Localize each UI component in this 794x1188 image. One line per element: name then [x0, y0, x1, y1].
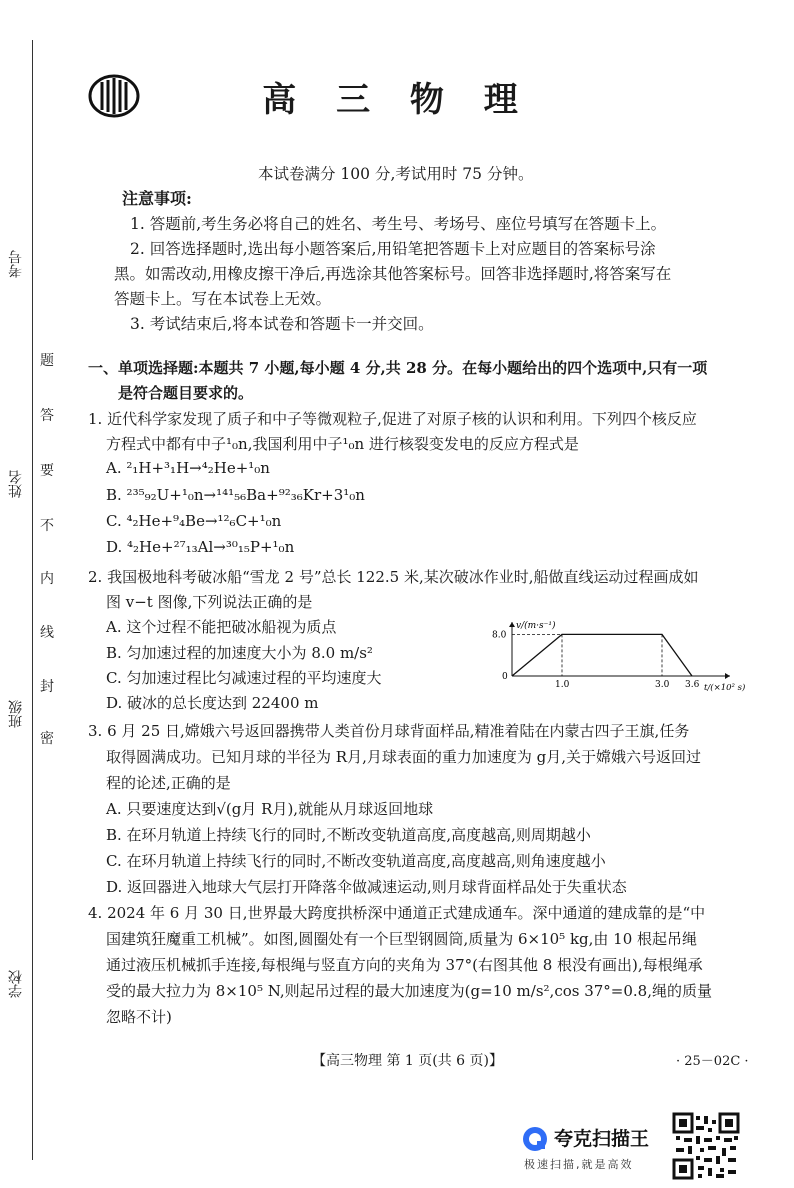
question-4-stem-cont: 忽略不计)	[106, 1008, 172, 1026]
notice-item: 2. 回答选择题时,选出每小题答案后,用铅笔把答题卡上对应题目的答案标号涂	[130, 240, 656, 258]
question-3-option-d: D. 返回器进入地球大气层打开降落伞做减速运动,则月球背面样品处于失重状态	[106, 878, 627, 896]
question-2-stem-cont: 图 v−t 图像,下列说法正确的是	[106, 593, 313, 611]
page-info: 【高三物理 第 1 页(共 6 页)】	[312, 1053, 503, 1069]
name-label: 姓名	[8, 470, 24, 498]
question-1-stem: 1. 近代科学家发现了质子和中子等微观粒子,促进了对原子核的认识和利用。下列四个核反应	[88, 410, 697, 428]
y-tick-label: 8.0	[492, 630, 507, 641]
x-axis-arrow	[725, 673, 730, 679]
question-1-option-a: A. ²₁H+³₁H→⁴₂He+¹₀n	[106, 459, 270, 477]
notice-item: 3. 考试结束后,将本试卷和答题卡一并交回。	[130, 315, 434, 333]
x-axis-label: t/(×10² s)	[704, 683, 746, 693]
x-tick-label: 1.0	[555, 680, 570, 690]
question-2-option-b: B. 匀加速过程的加速度大小为 8.0 m/s²	[106, 644, 373, 662]
x-tick-label: 3.0	[655, 680, 670, 690]
scanner-slogan: 极速扫描,就是高效	[524, 1158, 634, 1171]
page-title: 高 三 物 理	[262, 80, 532, 120]
question-2-stem: 2. 我国极地科考破冰船“雪龙 2 号”总长 122.5 米,某次破冰作业时,船做直线运动过程画成如	[88, 568, 699, 586]
seal-char: 线	[40, 625, 54, 641]
question-3-option-c: C. 在环月轨道上持续飞行的同时,不断改变轨道高度,高度越高,则角速度越小	[106, 852, 606, 870]
question-1-stem-cont: 方程式中都有中子¹₀n,我国利用中子¹₀n 进行核裂变发电的反应方程式是	[106, 435, 579, 453]
vt-chart	[490, 618, 746, 698]
question-4-stem-cont: 通过液压机械抓手连接,每根绳与竖直方向的夹角为 37°(右图其他 8 根没有画出),每根绳承	[106, 956, 703, 974]
question-4-stem: 4. 2024 年 6 月 30 日,世界最大跨度拱桥深中通道正式建成通车。深中通道的建成靠的是“中	[88, 904, 706, 922]
question-2-option-c: C. 匀加速过程比匀减速过程的平均速度大	[106, 669, 382, 687]
question-1-option-d: D. ⁴₂He+²⁷₁₃Al→³⁰₁₅P+¹₀n	[106, 538, 295, 556]
question-2-option-d: D. 破冰的总长度达到 22400 m	[106, 694, 319, 712]
school-label: 学校	[8, 970, 24, 998]
question-4-stem-cont: 受的最大拉力为 8×10⁵ N,则起吊过程的最大加速度为(g=10 m/s²,cos 37°=0.8,绳的质量	[106, 982, 712, 1000]
section-heading-cont: 是符合题目要求的。	[118, 384, 254, 402]
seal-char: 内	[40, 571, 54, 587]
section-heading: 一、单项选择题:本题共 7 小题,每小题 4 分,共 28 分。在每小题给出的四个选项中,只有一项	[88, 359, 708, 377]
question-4-stem-cont: 国建筑狂魔重工机械”。如图,圆圈处有一个巨型钢圆筒,质量为 6×10⁵ kg,由 10 根起吊绳	[106, 930, 698, 948]
seal-char: 不	[40, 518, 54, 534]
question-3-option-b: B. 在环月轨道上持续飞行的同时,不断改变轨道高度,高度越高,则周期越小	[106, 826, 591, 844]
scanner-logo-icon	[520, 1124, 550, 1154]
class-label: 班级	[8, 700, 24, 728]
origin-label: 0	[502, 672, 508, 682]
exam-intro: 本试卷满分 100 分,考试用时 75 分钟。	[258, 165, 534, 183]
question-3-stem: 3. 6 月 25 日,嫦娥六号返回器携带人类首份月球背面样品,精准着陆在内蒙古四子王旗,任务	[88, 722, 690, 740]
question-3-stem-cont: 取得圆满成功。已知月球的半径为 R月,月球表面的重力加速度为 g月,关于嫦娥六号返回过	[106, 748, 701, 766]
y-axis-label: v/(m·s⁻¹)	[516, 621, 556, 631]
seal-char: 要	[40, 463, 54, 479]
scanner-name: 夸克扫描王	[554, 1128, 650, 1150]
qr-code-icon	[672, 1112, 740, 1180]
question-3-stem-cont: 程的论述,正确的是	[106, 774, 231, 792]
question-1-option-c: C. ⁴₂He+⁹₄Be→¹²₆C+¹₀n	[106, 512, 282, 530]
notice-heading: 注意事项:	[122, 189, 192, 208]
paper-code: · 25－02C ·	[676, 1054, 749, 1069]
question-1-option-b: B. ²³⁵₉₂U+¹₀n→¹⁴¹₅₆Ba+⁹²₃₆Kr+3¹₀n	[106, 486, 365, 504]
x-tick-label: 3.6	[685, 680, 700, 690]
velocity-series-line	[512, 634, 692, 676]
binding-line	[32, 40, 33, 1160]
seal-char: 密	[40, 731, 54, 747]
y-axis-arrow	[509, 622, 515, 627]
seal-char: 封	[40, 679, 54, 695]
notice-item: 答题卡上。写在本试卷上无效。	[114, 290, 332, 308]
scanner-badge	[520, 1118, 670, 1178]
question-3-option-a: A. 只要速度达到√(g月 R月),就能从月球返回地球	[106, 800, 434, 818]
notice-item: 黑。如需改动,用橡皮擦干净后,再选涂其他答案标号。回答非选择题时,将答案写在	[114, 265, 672, 283]
notice-item: 1. 答题前,考生务必将自己的姓名、考生号、考场号、座位号填写在答题卡上。	[130, 215, 667, 233]
seal-char: 答	[40, 408, 54, 424]
exam-number-label: 考号	[8, 250, 24, 278]
seal-char: 题	[40, 353, 54, 369]
question-2-option-a: A. 这个过程不能把破冰船视为质点	[106, 618, 337, 636]
